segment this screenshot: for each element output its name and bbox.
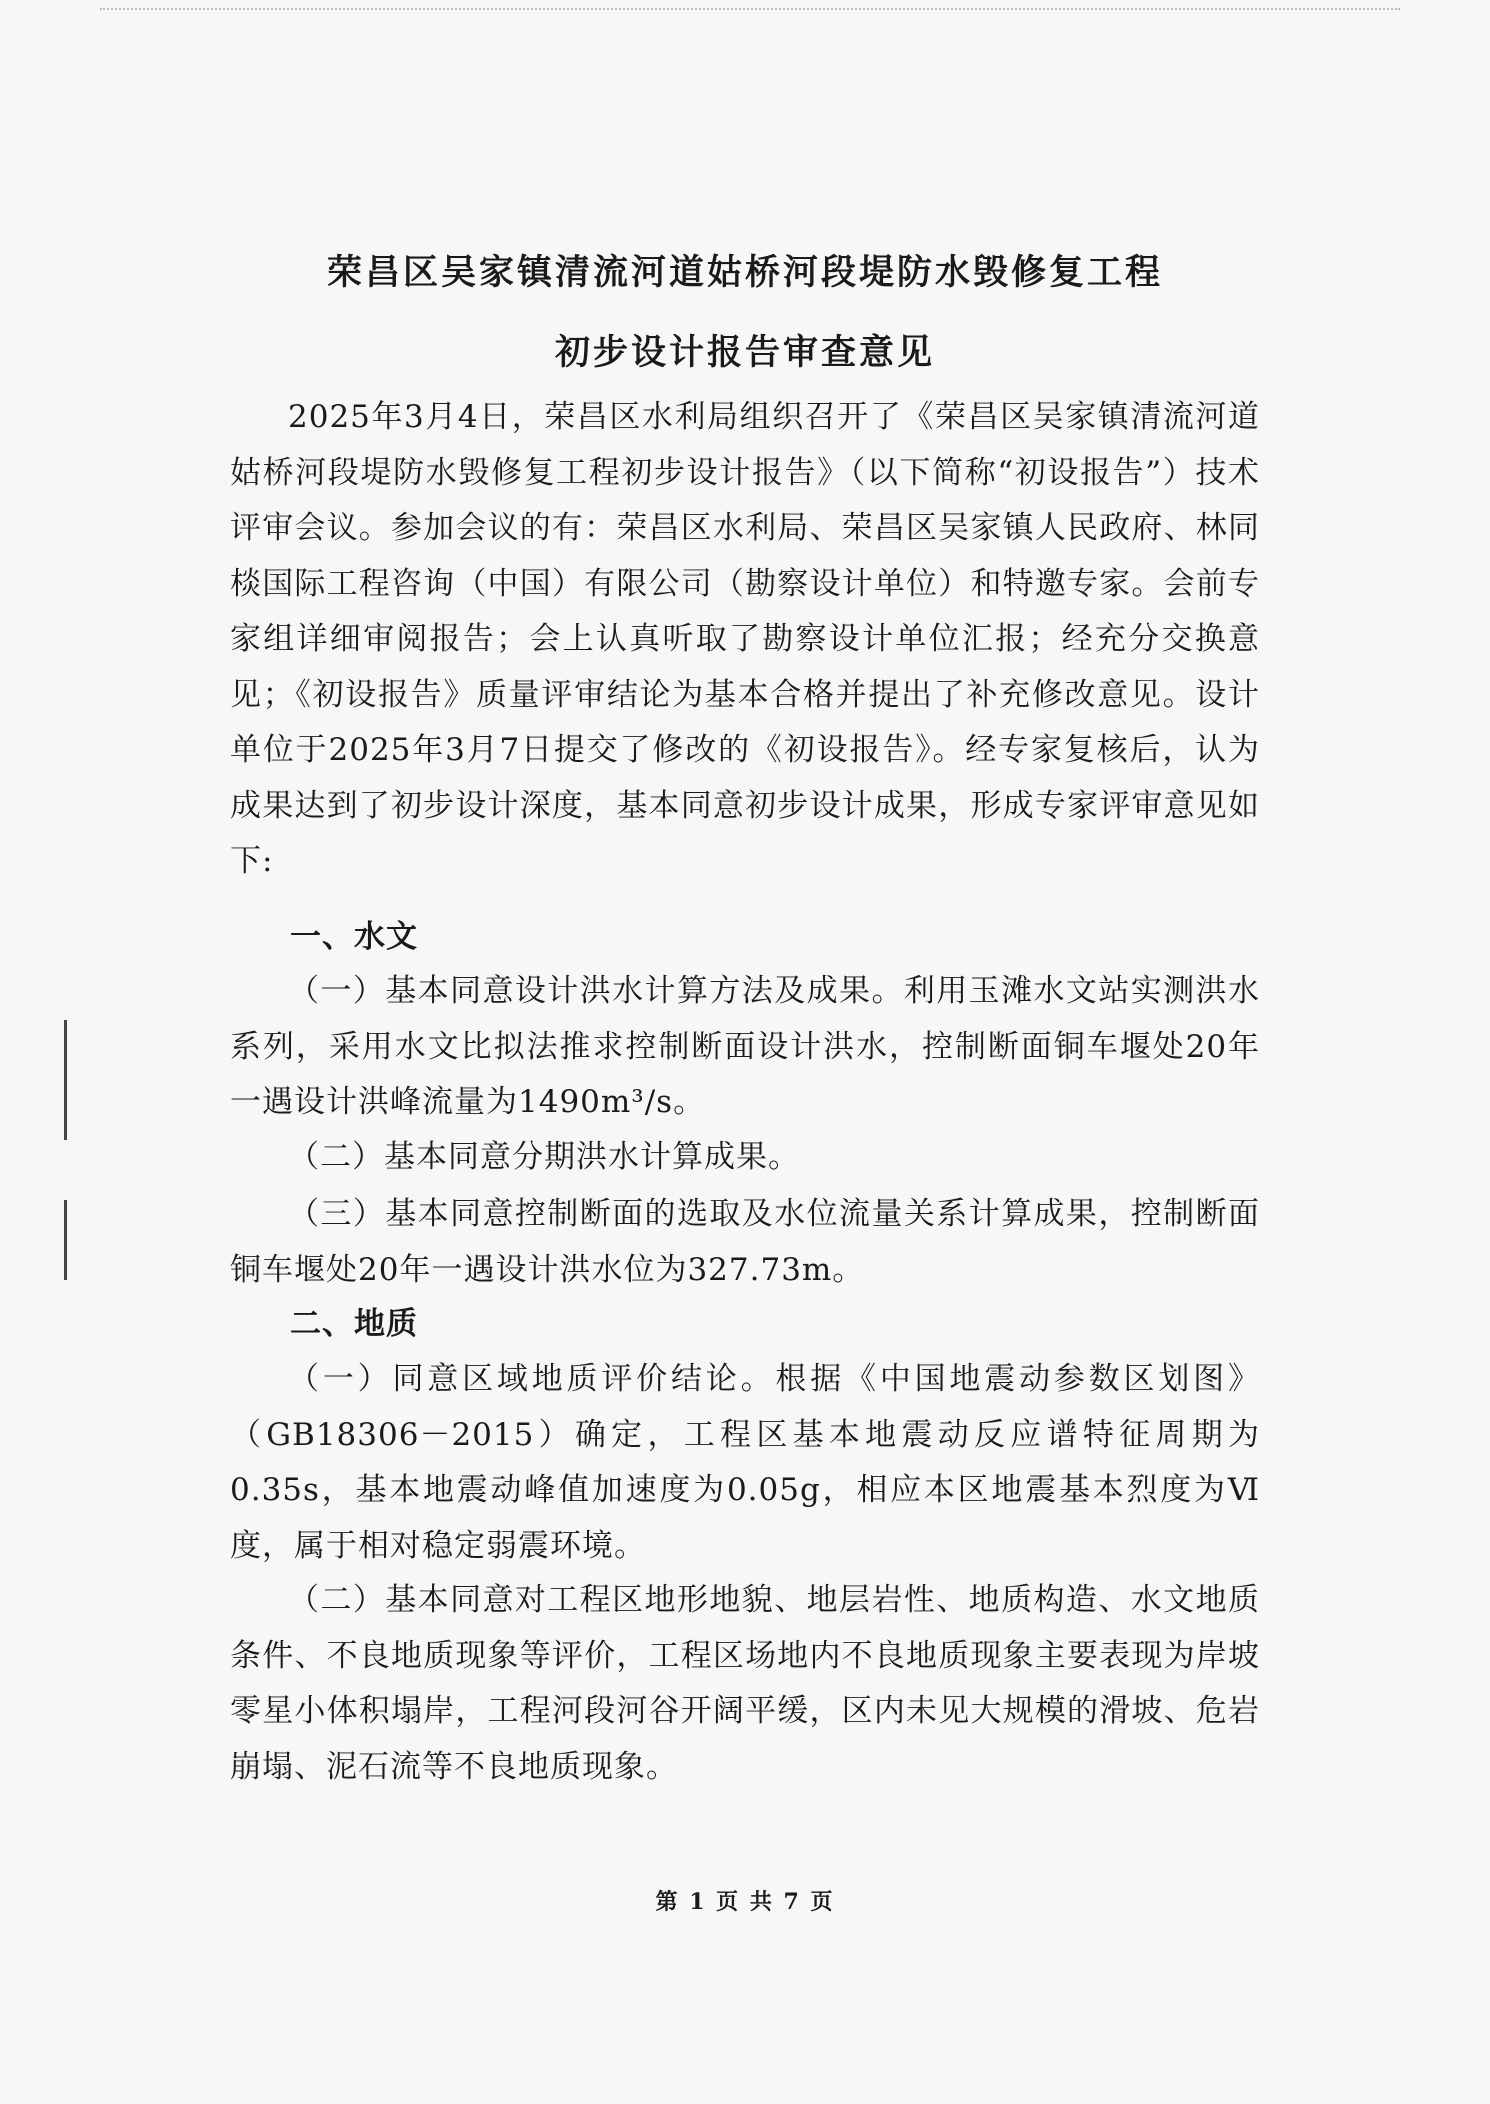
document-title-line2: 初步设计报告审查意见 (554, 332, 935, 373)
document-title-line1: 荣昌区吴家镇清流河道姑桥河段堤防水毁修复工程 (326, 252, 1163, 293)
intro-paragraph: 2025年3月4日，荣昌区水利局组织召开了《荣昌区吴家镇清流河道姑桥河段堤防水毁修复工程初步设计报告》（以下简称“初设报告”）技术评审会议。参加会议的有：荣昌区水利局、荣昌区吴家镇人民政府、林同棪国际工程咨询（中国）有限公司（勘察设计单位）和特邀专家。会前专家组详细审阅报告；会上认真听取了勘察设计单位汇报；经充分交换意见；《初设报告》质量评审结论为基本合格并提出了补充修改意见。设计单位于2025年3月7日提交了修改的《初设报告》。经专家复核后，认为成果达到了初步设计深度，基本同意初步设计成果，形成专家评审意见如下: (230, 399, 1260, 879)
hydrology-paragraph-1: （一）基本同意设计洪水计算方法及成果。利用玉滩水文站实测洪水系列，采用水文比拟法推求控制断面设计洪水，控制断面铜车堰处20年一遇设计洪峰流量为1490m³/s。 (230, 973, 1260, 1120)
geology-paragraph-1: （一）同意区域地质评价结论。根据《中国地震动参数区划图》（GB18306－2015）确定，工程区基本地震动反应谱特征周期为0.35s，基本地震动峰值加速度为0.05g，相应本区地震基本烈度为Ⅵ度，属于相对稳定弱震环境。 (230, 1361, 1260, 1564)
scan-artifact-left-2 (64, 1200, 67, 1280)
geology-paragraph-2: （二）基本同意对工程区地形地貌、地层岩性、地质构造、水文地质条件、不良地质现象等评价，工程区场地内不良地质现象主要表现为岸坡零星小体积塌岸，工程河段河谷开阔平缓，区内未见大规模的滑坡、危岩崩塌、泥石流等不良地质现象。 (230, 1582, 1260, 1785)
scan-artifact-left-1 (64, 1020, 67, 1140)
page-footer: 第 1 页 共 7 页 (655, 1889, 835, 1915)
hydrology-paragraph-3: （三）基本同意控制断面的选取及水位流量关系计算成果，控制断面铜车堰处20年一遇设计洪水位为327.73m。 (230, 1196, 1260, 1288)
hydrology-paragraph-2: （二）基本同意分期洪水计算成果。 (288, 1139, 800, 1175)
section-heading-geology: 二、地质 (290, 1306, 418, 1342)
scan-artifact-top (100, 8, 1400, 12)
section-heading-hydrology: 一、水文 (290, 919, 418, 955)
